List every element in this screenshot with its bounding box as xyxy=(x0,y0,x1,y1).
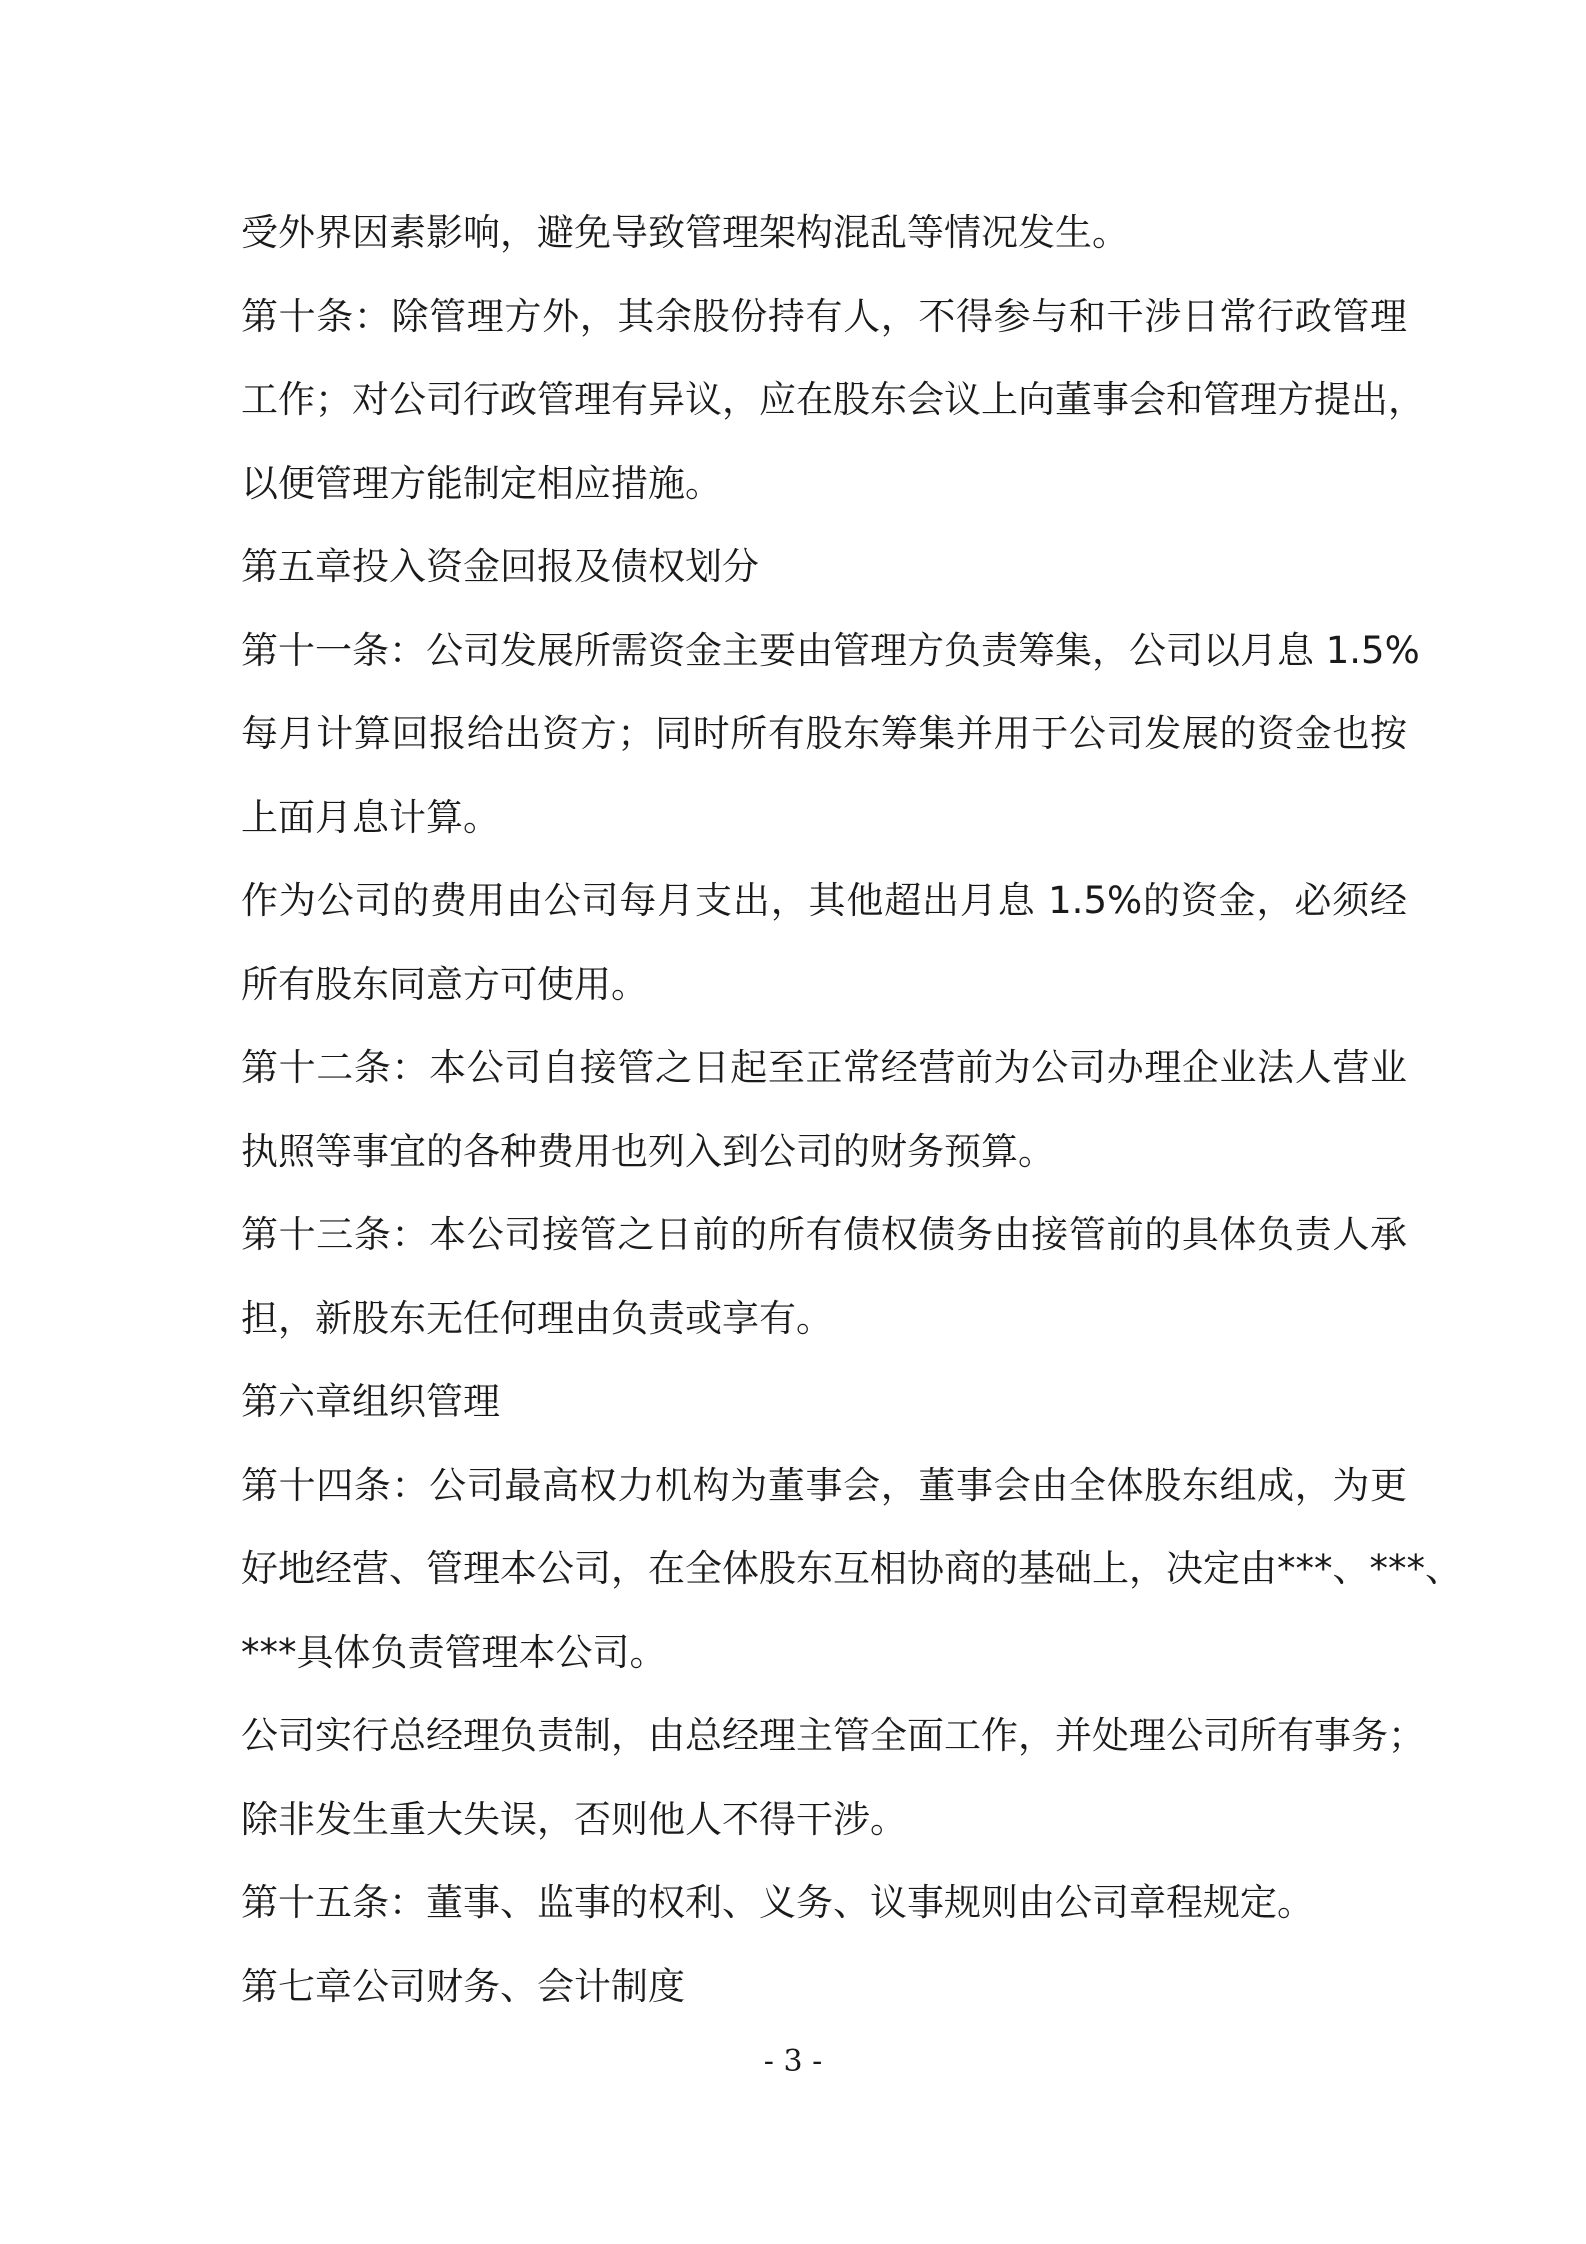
text-line: 每月计算回报给出资方；同时所有股东筹集并用于公司发展的资金也按 xyxy=(241,712,1407,755)
text-line: 公司实行总经理负责制，由总经理主管全面工作，并处理公司所有事务； xyxy=(241,1714,1425,1757)
text-line: 以便管理方能制定相应措施。 xyxy=(241,461,722,505)
text-line: 除非发生重大失误，否则他人不得干涉。 xyxy=(241,1797,907,1841)
text-line: 受外界因素影响，避免导致管理架构混乱等情况发生。 xyxy=(241,211,1129,254)
chapter-heading: 第七章公司财务、会计制度 xyxy=(241,1964,685,2008)
chapter-heading: 第五章投入资金回报及债权划分 xyxy=(241,545,759,588)
text-line: 第十三条：本公司接管之日前的所有债权债务由接管前的具体负责人承 xyxy=(241,1213,1407,1256)
text-line: 执照等事宜的各种费用也列入到公司的财务预算。 xyxy=(241,1129,1055,1173)
text-line: 所有股东同意方可使用。 xyxy=(241,962,648,1006)
chapter-heading: 第六章组织管理 xyxy=(241,1380,500,1423)
text-line: 第十五条：董事、监事的权利、义务、议事规则由公司章程规定。 xyxy=(241,1881,1314,1924)
text-line: 好地经营、管理本公司，在全体股东互相协商的基础上，决定由***、***、 xyxy=(241,1547,1462,1590)
page-number: - 3 - xyxy=(763,2044,823,2079)
text-line: 上面月息计算。 xyxy=(241,795,500,839)
text-line: 第十四条：公司最高权力机构为董事会，董事会由全体股东组成，为更 xyxy=(241,1463,1407,1507)
text-line: 第十条：除管理方外，其余股份持有人，不得参与和干涉日常行政管理 xyxy=(241,294,1407,338)
text-line: 工作；对公司行政管理有异议，应在股东会议上向董事会和管理方提出， xyxy=(241,378,1425,421)
text-line: 担，新股东无任何理由负责或享有。 xyxy=(241,1296,833,1340)
text-line: ***具体负责管理本公司。 xyxy=(241,1630,667,1674)
text-line: 第十二条：本公司自接管之日起至正常经营前为公司办理企业法人营业 xyxy=(241,1046,1407,1089)
text-line: 第十一条：公司发展所需资金主要由管理方负责筹集，公司以月息 1.5% xyxy=(241,628,1420,672)
text-line: 作为公司的费用由公司每月支出，其他超出月息 1.5%的资金，必须经 xyxy=(241,879,1407,922)
document-body xyxy=(241,191,1462,2028)
